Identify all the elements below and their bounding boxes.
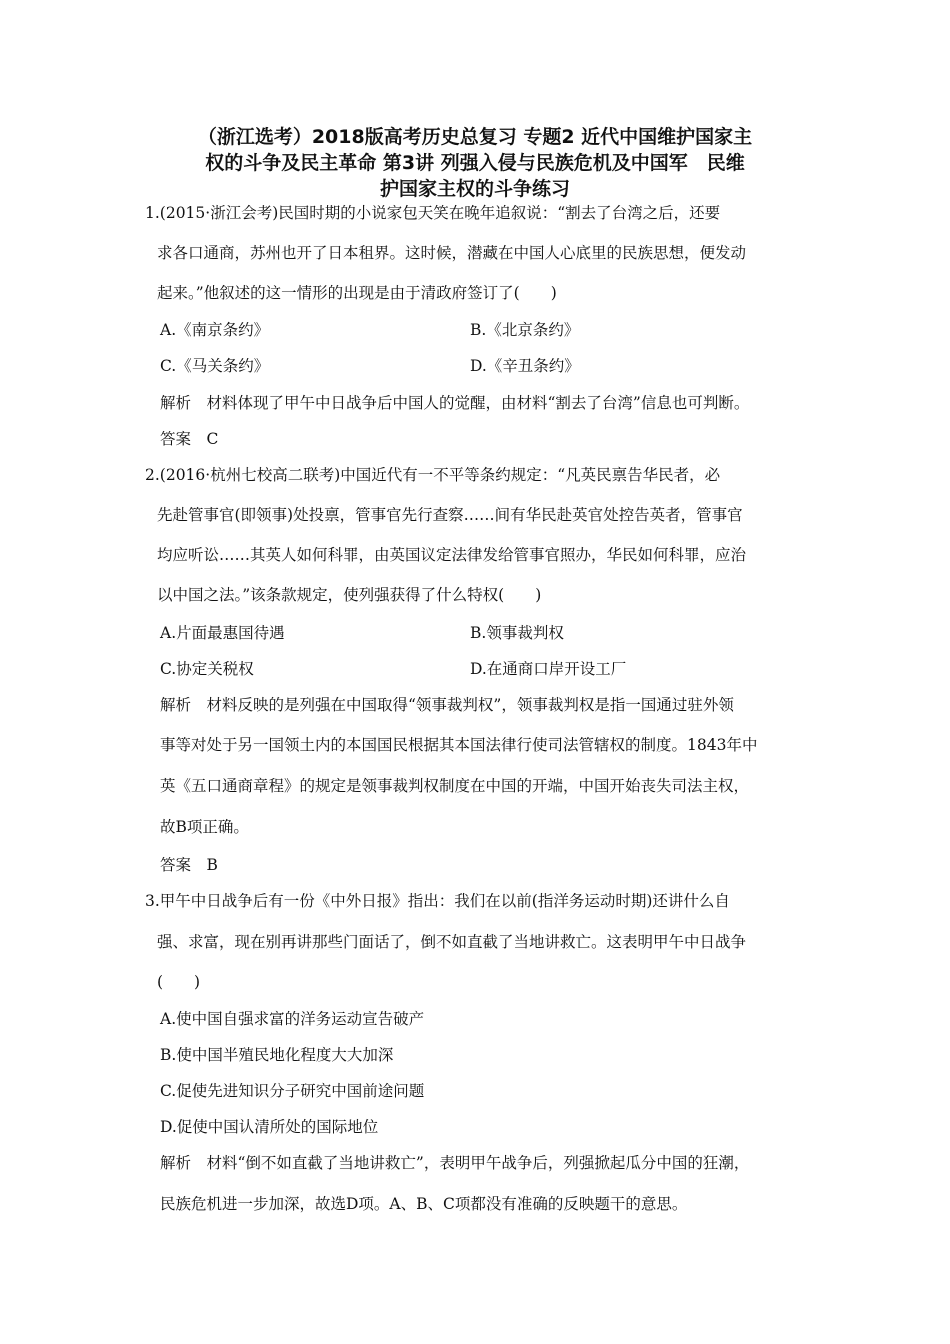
q1-answer: 答案 C (160, 430, 219, 448)
title-line-2: 权的斗争及民主革命 第3讲 列强入侵与民族危机及中国军 民维 (205, 152, 745, 174)
q1-option-c: C.《马关条约》 (160, 357, 270, 375)
q2-option-d: D.在通商口岸开设工厂 (470, 660, 627, 678)
q3-stem-line-3: ( ) (157, 973, 201, 991)
q1-stem-line-1: 1.(2015·浙江会考)民国时期的小说家包天笑在晚年追叙说：“割去了台湾之后，还要 (145, 204, 721, 222)
q3-stem-line-2: 强、求富，现在别再讲那些门面话了，倒不如直截了当地讲救亡。这表明甲午中日战争 (157, 933, 747, 951)
q2-stem-line-4: 以中国之法。”该条款规定，使列强获得了什么特权( ) (157, 586, 542, 604)
document-title (110, 124, 840, 202)
q2-analysis-line-4: 故B项正确。 (160, 818, 249, 836)
q2-option-a: A.片面最惠国待遇 (160, 624, 285, 642)
q3-stem-line-1: 3.甲午中日战争后有一份《中外日报》指出：我们在以前(指洋务运动时期)还讲什么自 (145, 892, 730, 910)
q2-stem-line-1: 2.(2016·杭州七校高二联考)中国近代有一不平等条约规定：“凡英民禀告华民者，必 (145, 466, 721, 484)
q2-option-b: B.领事裁判权 (470, 624, 564, 642)
q1-option-d: D.《辛丑条约》 (470, 357, 580, 375)
q3-analysis-line-2: 民族危机进一步加深，故选D项。A、B、C项都没有准确的反映题干的意思。 (160, 1195, 688, 1213)
q3-option-a: A.使中国自强求富的洋务运动宣告破产 (160, 1010, 425, 1028)
q3-option-c: C.促使先进知识分子研究中国前途问题 (160, 1082, 425, 1100)
q3-analysis-line-1: 解析 材料“倒不如直截了当地讲救亡”，表明甲午战争后，列强掀起瓜分中国的狂潮， (160, 1154, 750, 1172)
q2-analysis-line-3: 英《五口通商章程》的规定是领事裁判权制度在中国的开端，中国开始丧失司法主权， (160, 777, 750, 795)
q1-analysis: 解析 材料体现了甲午中日战争后中国人的觉醒，由材料“割去了台湾”信息也可判断。 (160, 394, 750, 412)
q2-analysis-line-2: 事等对处于另一国领土内的本国国民根据其本国法律行使司法管辖权的制度。1843年中 (160, 736, 758, 754)
q1-option-b: B.《北京条约》 (470, 321, 580, 339)
title-line-3: 护国家主权的斗争练习 (379, 178, 570, 200)
q2-stem-line-2: 先赴管事官(即领事)处投禀，管事官先行查察……间有华民赴英官处控告英者，管事官 (157, 506, 743, 524)
q2-option-c: C.协定关税权 (160, 660, 254, 678)
q1-option-a: A.《南京条约》 (160, 321, 270, 339)
q3-option-d: D.促使中国认清所处的国际地位 (160, 1118, 379, 1136)
q1-stem-line-3: 起来。”他叙述的这一情形的出现是由于清政府签订了( ) (157, 284, 557, 302)
q2-stem-line-3: 均应听讼……其英人如何科罪，由英国议定法律发给管事官照办，华民如何科罪，应治 (157, 546, 747, 564)
q2-answer: 答案 B (160, 856, 218, 874)
q2-analysis-line-1: 解析 材料反映的是列强在中国取得“领事裁判权”，领事裁判权是指一国通过驻外领 (160, 696, 734, 714)
q3-option-b: B.使中国半殖民地化程度大大加深 (160, 1046, 394, 1064)
title-line-1: （浙江选考）2018版高考历史总复习 专题2 近代中国维护国家主 (197, 126, 753, 148)
q1-stem-line-2: 求各口通商，苏州也开了日本租界。这时候，潜藏在中国人心底里的民族思想，便发动 (157, 244, 747, 262)
